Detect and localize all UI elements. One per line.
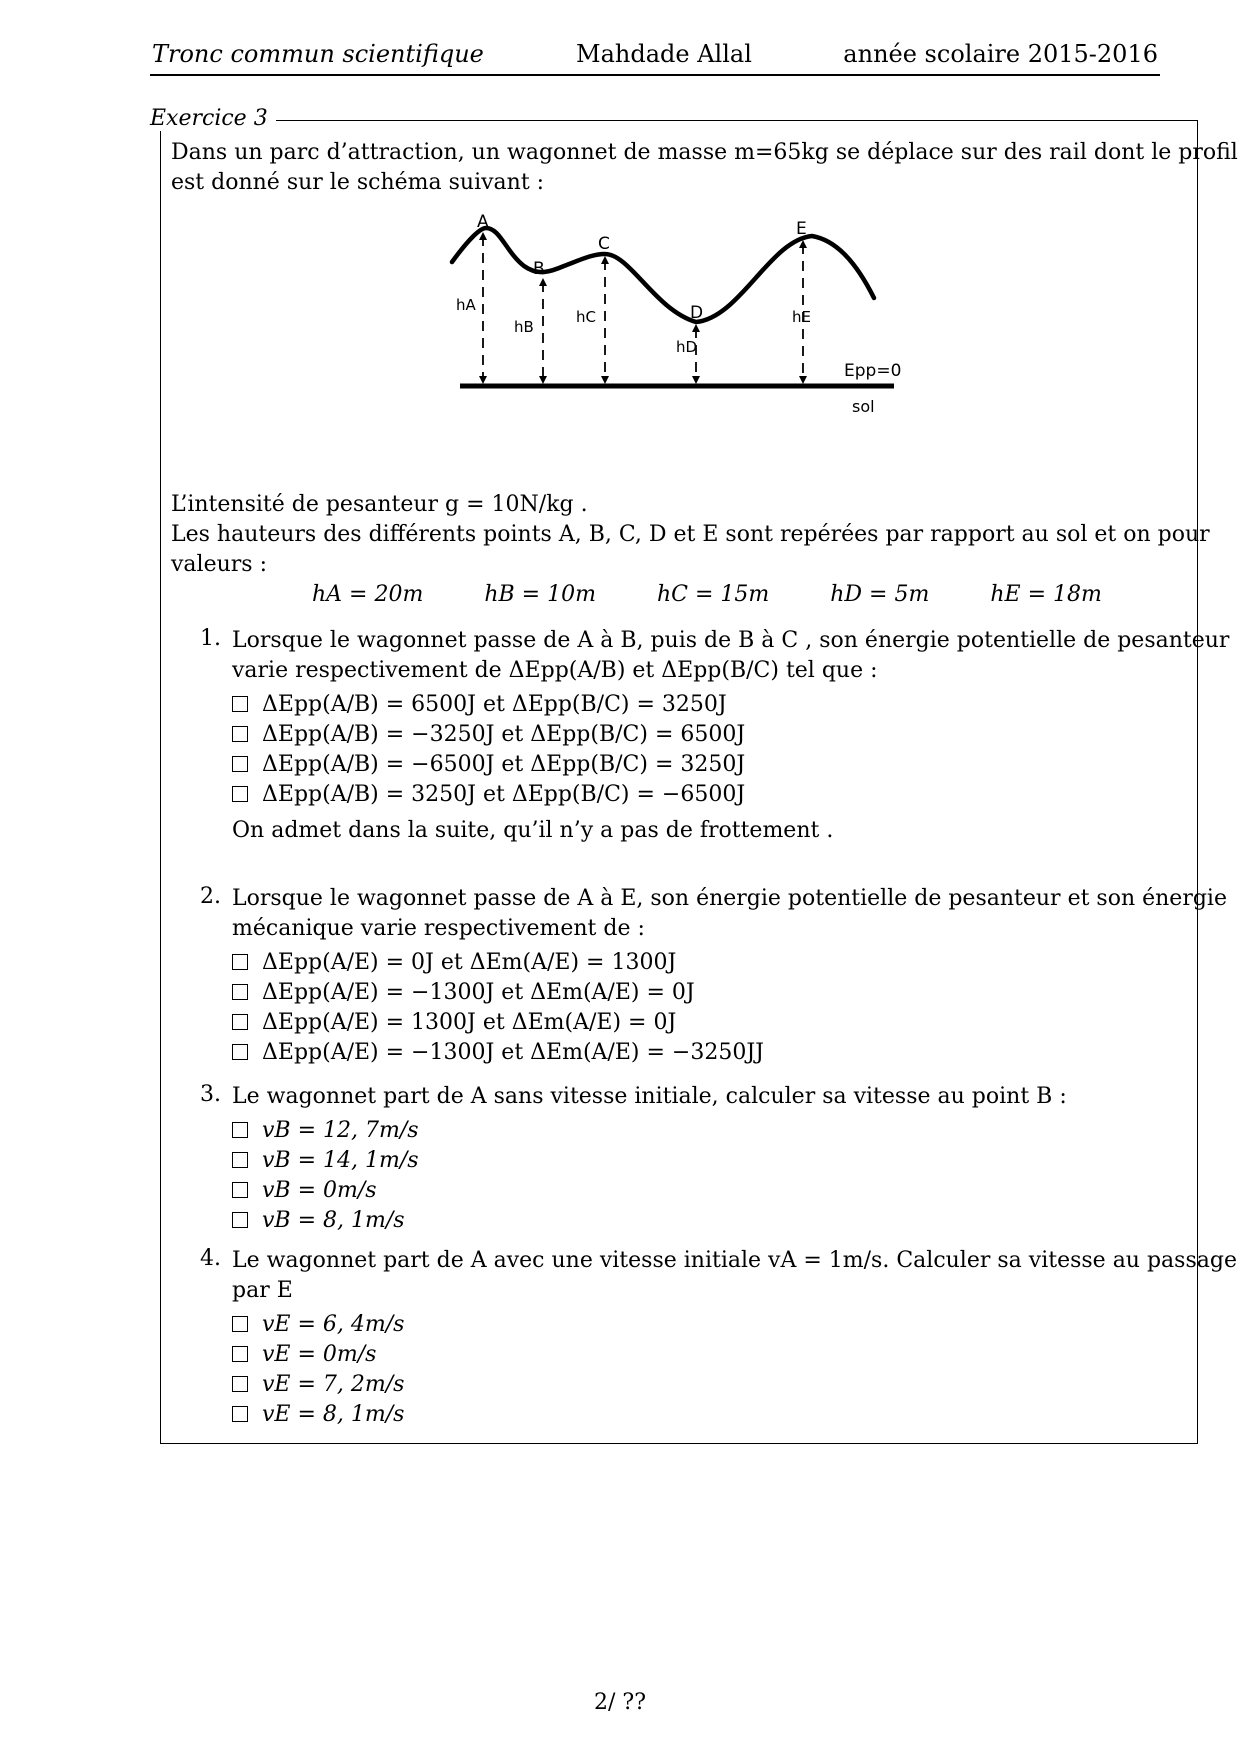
checkbox[interactable] xyxy=(232,1212,248,1228)
option-label: vE = 0m/s xyxy=(262,1342,377,1367)
option-label: ΔEpp(A/E) = 1300J et ΔEm(A/E) = 0J xyxy=(262,1010,677,1035)
point-label-d: D xyxy=(690,303,704,323)
question-3-option[interactable] xyxy=(232,1178,377,1203)
question-3-line-1: Le wagonnet part de A sans vitesse initiale, calculer sa vitesse au point B : xyxy=(232,1084,1067,1109)
checkbox[interactable] xyxy=(232,1376,248,1392)
checkbox[interactable] xyxy=(232,1346,248,1362)
option-label: vB = 8, 1m/s xyxy=(262,1208,405,1233)
question-4-option[interactable] xyxy=(232,1372,404,1397)
question-2-line-1: Lorsque le wagonnet passe de A à E, son énergie potentielle de pesanteur et son énergie xyxy=(232,886,1227,911)
question-4-option[interactable] xyxy=(232,1402,404,1427)
question-2-option[interactable] xyxy=(232,1040,764,1065)
checkbox[interactable] xyxy=(232,756,248,772)
checkbox[interactable] xyxy=(232,1044,248,1060)
question-1-option[interactable] xyxy=(232,722,745,747)
point-label-b: B xyxy=(533,259,545,279)
checkbox[interactable] xyxy=(232,1014,248,1030)
question-1-option[interactable] xyxy=(232,782,745,807)
point-label-c: C xyxy=(598,234,610,254)
question-1-option[interactable] xyxy=(232,752,745,777)
option-label: vB = 0m/s xyxy=(262,1178,377,1203)
question-2-option[interactable] xyxy=(232,1010,676,1035)
option-label: ΔEpp(A/B) = 6500J et ΔEpp(B/C) = 3250J xyxy=(262,692,727,717)
height-label-a: hA xyxy=(456,296,476,314)
header-course: Tronc commun scientifique xyxy=(152,40,484,68)
rail-profile-diagram xyxy=(440,210,920,420)
header-author: Mahdade Allal xyxy=(576,40,752,68)
checkbox[interactable] xyxy=(232,1182,248,1198)
option-label: vB = 12, 7m/s xyxy=(262,1118,419,1143)
question-2-option[interactable] xyxy=(232,980,695,1005)
question-4-option[interactable] xyxy=(232,1342,376,1367)
question-3-option[interactable] xyxy=(232,1148,419,1173)
checkbox[interactable] xyxy=(232,954,248,970)
header-year: année scolaire 2015-2016 xyxy=(843,40,1158,68)
height-label-e: hE xyxy=(792,308,811,326)
exercise-title: Exercice 3 xyxy=(146,106,276,131)
page-header xyxy=(150,38,1160,76)
option-label: ΔEpp(A/E) = −1300J et ΔEm(A/E) = −3250JJ xyxy=(262,1040,764,1065)
point-label-e: E xyxy=(796,219,807,239)
option-label: ΔEpp(A/E) = 0J et ΔEm(A/E) = 1300J xyxy=(262,950,677,975)
checkbox[interactable] xyxy=(232,786,248,802)
checkbox[interactable] xyxy=(232,1122,248,1138)
question-2-line-2: mécanique varie respectivement de : xyxy=(232,916,645,941)
question-1-number: 1. xyxy=(200,626,221,651)
question-3-number: 3. xyxy=(200,1082,221,1107)
option-label: ΔEpp(A/B) = 3250J et ΔEpp(B/C) = −6500J xyxy=(262,782,746,807)
epp-zero-label: Epp=0 xyxy=(844,361,902,381)
question-2-option[interactable] xyxy=(232,950,676,975)
question-4-line-2: par E xyxy=(232,1278,293,1303)
checkbox[interactable] xyxy=(232,1406,248,1422)
checkbox[interactable] xyxy=(232,726,248,742)
question-4-option[interactable] xyxy=(232,1312,404,1337)
question-1-line-2: varie respectivement de ΔEpp(A/B) et ΔEpp(B/C) tel que : xyxy=(232,658,878,683)
height-c: hC = 15m xyxy=(656,582,770,607)
intro-line-1: Dans un parc d’attraction, un wagonnet de masse m=65kg se déplace sur des rail dont le profil xyxy=(171,140,1238,165)
heights-intro-line-1: Les hauteurs des différents points A, B, C, D et E sont repérées par rapport au sol et on pour xyxy=(171,522,1210,547)
height-a: hA = 20m xyxy=(312,582,424,607)
gravity-text: L’intensité de pesanteur g = 10N/kg . xyxy=(171,492,588,517)
height-e: hE = 18m xyxy=(990,582,1102,607)
height-b: hB = 10m xyxy=(484,582,596,607)
option-label: ΔEpp(A/B) = −6500J et ΔEpp(B/C) = 3250J xyxy=(262,752,746,777)
heights-intro-line-2: valeurs : xyxy=(171,552,267,577)
height-label-c: hC xyxy=(576,308,596,326)
point-label-a: A xyxy=(477,212,489,232)
heights-values xyxy=(312,582,1156,607)
question-4-number: 4. xyxy=(200,1246,221,1271)
checkbox[interactable] xyxy=(232,1316,248,1332)
checkbox[interactable] xyxy=(232,1152,248,1168)
option-label: ΔEpp(A/E) = −1300J et ΔEm(A/E) = 0J xyxy=(262,980,695,1005)
height-label-d: hD xyxy=(676,338,698,356)
question-4-line-1: Le wagonnet part de A avec une vitesse initiale vA = 1m/s. Calculer sa vitesse au passage xyxy=(232,1248,1237,1273)
checkbox[interactable] xyxy=(232,984,248,1000)
option-label: vE = 8, 1m/s xyxy=(262,1402,405,1427)
option-label: vB = 14, 1m/s xyxy=(262,1148,419,1173)
intro-line-2: est donné sur le schéma suivant : xyxy=(171,170,545,195)
question-1-option[interactable] xyxy=(232,692,727,717)
question-3-option[interactable] xyxy=(232,1208,405,1233)
question-1-line-1: Lorsque le wagonnet passe de A à B, puis de B à C , son énergie potentielle de pesanteur xyxy=(232,628,1230,653)
height-label-b: hB xyxy=(514,318,534,336)
option-label: vE = 6, 4m/s xyxy=(262,1312,405,1337)
question-3-option[interactable] xyxy=(232,1118,419,1143)
height-d: hD = 5m xyxy=(830,582,930,607)
question-2-number: 2. xyxy=(200,884,221,909)
option-label: vE = 7, 2m/s xyxy=(262,1372,405,1397)
ground-label: sol xyxy=(852,397,875,416)
page-number: 2/ ?? xyxy=(594,1690,646,1715)
option-label: ΔEpp(A/B) = −3250J et ΔEpp(B/C) = 6500J xyxy=(262,722,746,747)
checkbox[interactable] xyxy=(232,696,248,712)
question-1-note: On admet dans la suite, qu’il n’y a pas de frottement . xyxy=(232,818,834,843)
